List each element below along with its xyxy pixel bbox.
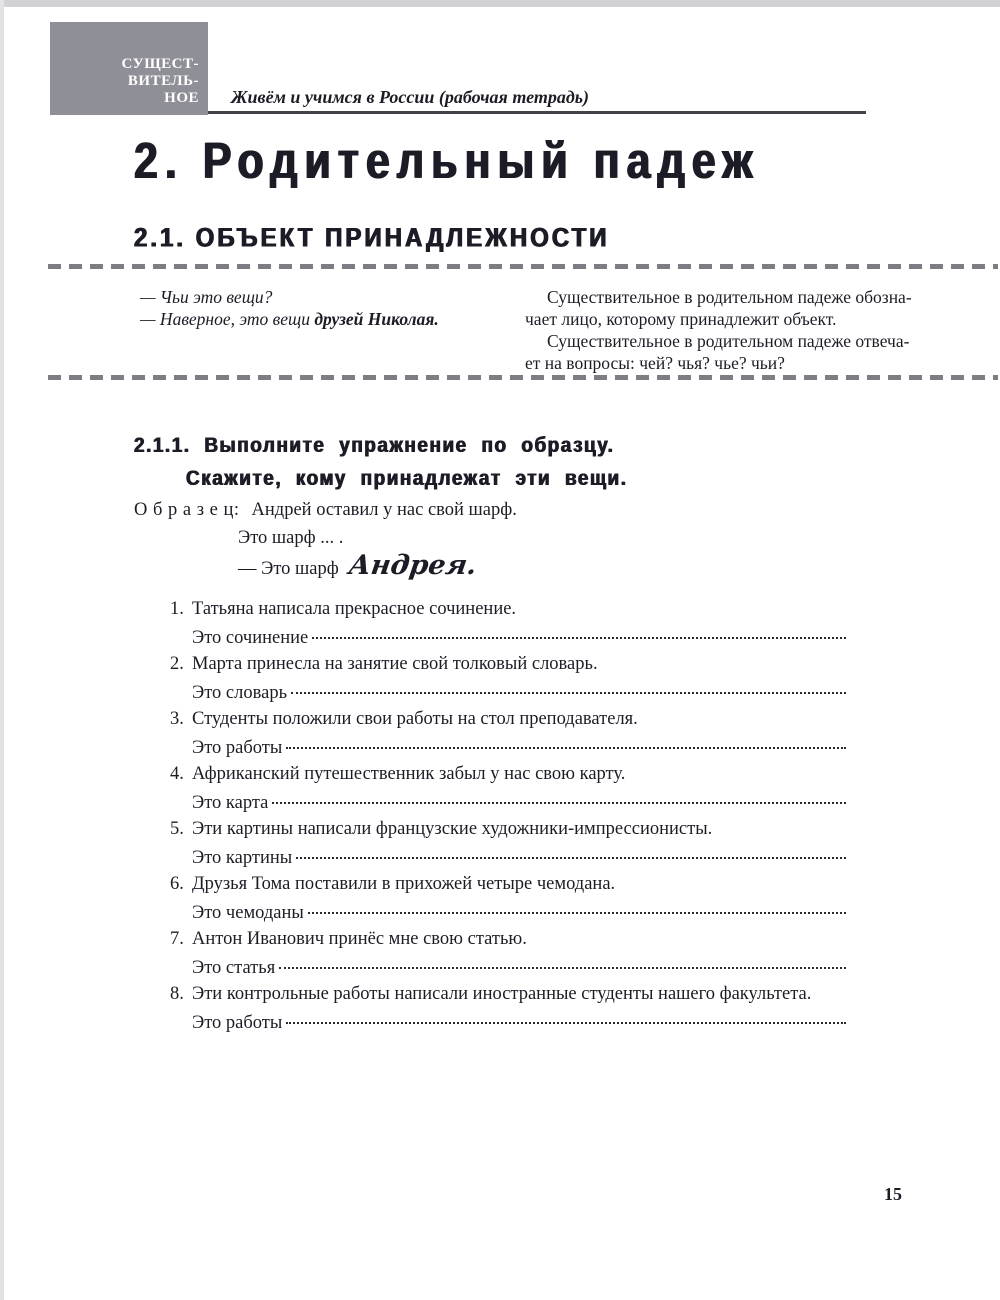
exercise-heading-line: Скажите, кому принадлежат эти вещи. [186,467,628,491]
grammar-explanation [525,286,990,374]
dashed-divider-top [48,264,998,269]
item-sentence: Студенты положили свои работы на стол преподавателя. [192,709,638,729]
item-number: 4. [170,764,184,784]
answer-blank-line [291,692,846,694]
explanation-line: ет на вопросы: чей? чья? чье? чьи? [525,353,785,373]
item-prompt: Это карта [192,793,269,813]
explanation-line: Существительное в родительном падеже отвеча- [547,331,910,351]
explanation-line: чает лицо, которому принадлежит объект. [525,309,837,329]
grammar-note [140,286,990,374]
chapter-tab [50,22,208,115]
explanation-line: Существительное в родительном падеже обозна- [547,287,912,307]
chapter-tab-line: СУЩЕСТ- [121,56,199,72]
item-number: 6. [170,874,184,894]
item-sentence: Антон Иванович принёс мне свою статью. [192,929,527,949]
item-prompt: Это сочинение [192,628,309,648]
chapter-title: 2. Родительный падеж [134,133,760,190]
item-number: 1. [170,599,184,619]
item-prompt: Это словарь [192,683,288,703]
item-prompt: Это работы [192,738,283,758]
item-sentence: Татьяна написала прекрасное сочинение. [192,599,517,619]
answer-blank-line [279,967,846,969]
exercise-item [170,651,846,706]
sample-prompt: Это шарф ... . [238,528,344,548]
exercise-item [170,871,846,926]
sample-sentence: Андрей оставил у нас свой шарф. [251,500,517,520]
sample-label: О б р а з е ц: [134,500,240,520]
item-sentence: Друзья Тома поставили в прихожей четыре чемодана. [192,874,616,894]
dialogue-line: — Чьи это вещи? [140,287,273,307]
dialogue-answer-bold: друзей Николая. [314,309,439,329]
scan-edge-left [0,0,4,1300]
answer-blank-line [296,857,846,859]
exercise-item [170,926,846,981]
running-title: Живём и учимся в России (рабочая тетрадь) [231,87,589,107]
example-dialogue [140,286,525,374]
exercise-heading [134,430,628,496]
item-prompt: Это чемоданы [192,903,304,923]
item-number: 3. [170,709,184,729]
exercise-item [170,761,846,816]
handwritten-answer: Андрея. [346,550,479,581]
item-number: 8. [170,984,184,1004]
exercise-item [170,706,846,761]
item-number: 5. [170,819,184,839]
exercise-items [170,596,846,1036]
chapter-tab-line: НОЕ [164,90,199,106]
item-sentence: Эти контрольные работы написали иностранные студенты нашего факультета. [192,984,812,1004]
dashed-divider-bottom [48,375,998,380]
exercise-heading-line: 2.1.1. Выполните упражнение по образцу. [134,434,615,458]
answer-blank-line [286,1022,846,1024]
item-number: 7. [170,929,184,949]
page-number: 15 [884,1184,902,1204]
answer-blank-line [312,637,846,639]
item-number: 2. [170,654,184,674]
item-prompt: Это работы [192,1013,283,1033]
exercise-item [170,816,846,871]
item-prompt: Это статья [192,958,276,978]
answer-blank-line [272,802,846,804]
exercise-item [170,596,846,651]
answer-blank-line [308,912,846,914]
section-title: 2.1. ОБЪЕКТ ПРИНАДЛЕЖНОСТИ [134,223,610,254]
item-sentence: Эти картины написали французские художники-импрессионисты. [192,819,713,839]
item-sentence: Марта принесла на занятие свой толковый словарь. [192,654,598,674]
item-prompt: Это картины [192,848,293,868]
dialogue-line: — Наверное, это вещи друзей Николая. [140,309,439,329]
chapter-tab-line: ВИТЕЛЬ- [127,73,199,89]
answer-blank-line [286,747,846,749]
header-rule [208,111,866,114]
scan-edge-top [0,0,1000,7]
exercise-item [170,981,846,1036]
sample-answer: — Это шарф Андрея. [238,550,479,581]
exercise-sample [134,496,517,583]
item-sentence: Африканский путешественник забыл у нас свою карту. [192,764,626,784]
